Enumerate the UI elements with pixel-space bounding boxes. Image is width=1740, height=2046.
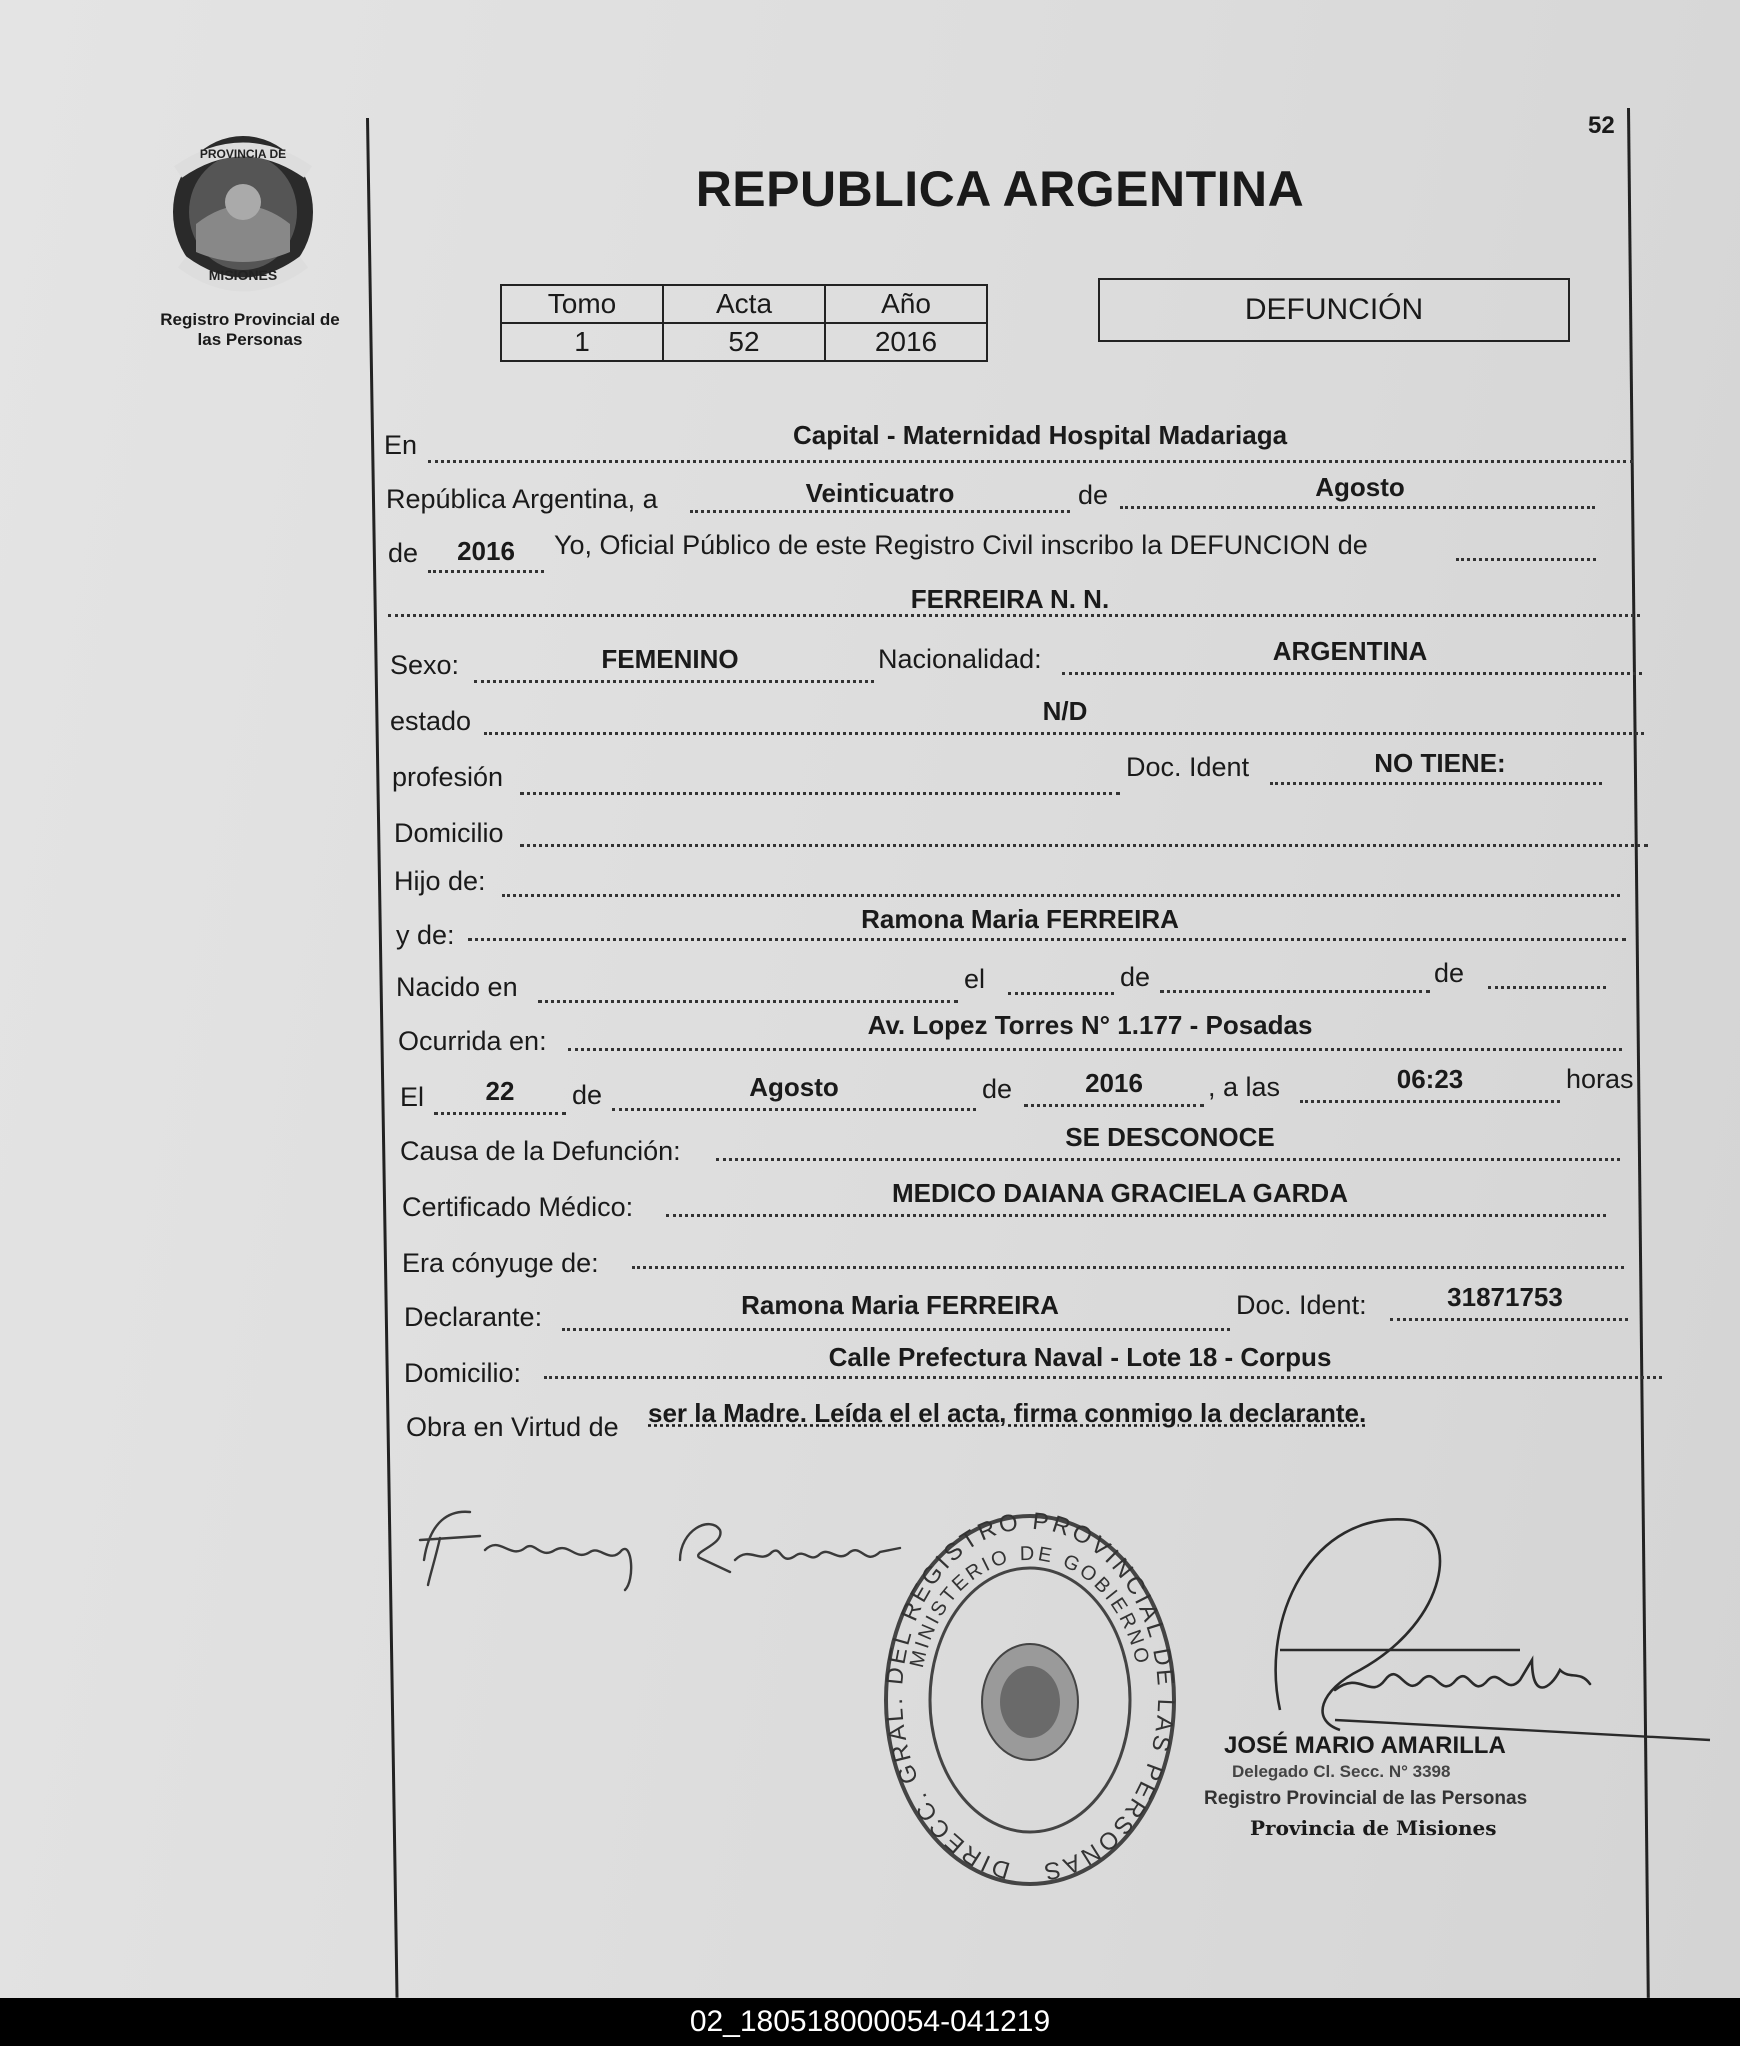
acta-value: 52 (663, 323, 825, 361)
label-nacido-en: Nacido en (396, 972, 518, 1002)
dotted-line (612, 1108, 976, 1111)
label-a-las: , a las (1208, 1072, 1281, 1102)
value-certificado: MEDICO DAIANA GRACIELA GARDA (892, 1178, 1348, 1208)
label-nacionalidad: Nacionalidad: (878, 644, 1042, 674)
value-estado: N/D (1042, 696, 1088, 726)
official-role: Delegado Cl. Secc. N° 3398 (1232, 1762, 1451, 1781)
value-dia-palabra: Veinticuatro (805, 478, 955, 508)
dotted-line (716, 1158, 1620, 1161)
value-hora: 06:23 (1396, 1064, 1464, 1094)
value-causa: SE DESCONOCE (1065, 1122, 1275, 1152)
label-doc-ident: Doc. Ident (1126, 752, 1250, 782)
value-dia: 22 (485, 1076, 515, 1106)
dotted-line (434, 1112, 566, 1115)
value-declarante: Ramona Maria FERREIRA (741, 1290, 1059, 1320)
dotted-line (1024, 1104, 1204, 1107)
dotted-line (538, 1000, 958, 1003)
tomo-header: Tomo (501, 285, 663, 323)
acta-header: Acta (663, 285, 825, 323)
value-anio: 2016 (457, 536, 515, 566)
label-conyuge: Era cónyuge de: (402, 1248, 599, 1278)
label-domicilio-declarante: Domicilio: (404, 1358, 522, 1388)
dotted-line (1270, 782, 1602, 785)
label-de: de (1434, 958, 1465, 988)
declarante-signature (410, 1490, 910, 1600)
value-nacionalidad: ARGENTINA (1272, 636, 1428, 666)
label-yo-oficial: Yo, Oficial Público de este Registro Civil inscribo la DEFUNCION de (554, 530, 1368, 560)
dotted-line (1062, 672, 1642, 675)
label-estado: estado (390, 706, 472, 736)
label-el: el (964, 964, 986, 994)
label-en: En (384, 430, 418, 460)
label-de: de (1120, 962, 1151, 992)
dotted-line (632, 1266, 1624, 1269)
record-table-value-row (501, 323, 987, 361)
tomo-value: 1 (501, 323, 663, 361)
dotted-line (1456, 558, 1596, 561)
record-table (500, 284, 988, 362)
act-type-box: DEFUNCIÓN (1098, 278, 1570, 342)
value-ocurrida: Av. Lopez Torres N° 1.177 - Posadas (867, 1010, 1313, 1040)
label-sexo: Sexo: (390, 650, 460, 680)
dotted-line (1008, 992, 1114, 995)
dotted-line (666, 1214, 1606, 1217)
file-id-footer: 02_180518000054-041219 (0, 1998, 1740, 2046)
value-nombre: FERREIRA N. N. (910, 584, 1110, 614)
label-certificado: Certificado Médico: (402, 1192, 634, 1222)
label-profesion: profesión (392, 762, 504, 792)
dotted-line (1300, 1100, 1560, 1103)
label-de: de (572, 1080, 603, 1110)
dotted-line (428, 460, 1633, 463)
label-doc-ident-declarante: Doc. Ident: (1236, 1290, 1367, 1320)
document-title: REPUBLICA ARGENTINA (695, 161, 1305, 217)
dotted-line (520, 792, 1120, 795)
dotted-line (428, 570, 544, 573)
dotted-line (1160, 990, 1430, 993)
label-horas: horas (1566, 1064, 1634, 1094)
official-name: JOSÉ MARIO AMARILLA (1224, 1732, 1506, 1759)
label-el-cap: El (400, 1082, 425, 1112)
label-domicilio: Domicilio (394, 818, 504, 848)
label-y-de: y de: (396, 920, 455, 950)
dotted-line (1390, 1318, 1628, 1321)
value-lugar: Capital - Maternidad Hospital Madariaga (792, 420, 1288, 450)
value-anio-def: 2016 (1085, 1068, 1143, 1098)
dotted-line (484, 732, 1644, 735)
page-number: 52 (1588, 112, 1615, 139)
label-causa: Causa de la Defunción: (400, 1136, 681, 1166)
value-mes: Agosto (1315, 472, 1405, 502)
anio-value: 2016 (825, 323, 987, 361)
anio-header: Año (825, 285, 987, 323)
official-registry: Registro Provincial de las Personas (1204, 1788, 1528, 1809)
dotted-line (468, 938, 1626, 941)
dotted-line (568, 1048, 1622, 1051)
stamp-inner-text: MINISTERIO DE GOBIERNO (905, 1542, 1154, 1670)
registry-caption-line-1: Registro Provincial de (160, 310, 340, 329)
registry-caption-line-2: las Personas (197, 330, 303, 349)
value-doc-ident: NO TIENE: (1374, 748, 1506, 778)
official-province: Provincia de Misiones (1250, 1816, 1497, 1840)
value-declarante-domicilio: Calle Prefectura Naval - Lote 18 - Corpus (828, 1342, 1332, 1372)
left-margin-line (366, 118, 399, 1998)
dotted-line (474, 680, 874, 683)
dotted-line (1488, 986, 1606, 989)
label-republica: República Argentina, a (386, 484, 658, 514)
registry-caption (140, 310, 360, 350)
record-table-header-row (501, 285, 987, 323)
label-obra: Obra en Virtud de (406, 1412, 619, 1442)
value-sexo: FEMENINO (601, 644, 739, 674)
label-declarante: Declarante: (404, 1302, 543, 1332)
value-declarante-doc: 31871753 (1447, 1282, 1563, 1312)
stamp-outer-text: DIRECC. GRAL. DEL REGISTRO PROVINCIAL DE LAS PERSONAS (881, 1510, 1180, 1886)
logo-bottom-text: MISIONES (208, 267, 278, 283)
label-de: de (388, 538, 419, 568)
label-de: de (1078, 480, 1109, 510)
logo-top-text: PROVINCIA DE (199, 147, 287, 161)
province-logo (168, 132, 318, 292)
official-stamp (880, 1510, 1180, 1890)
dotted-line (544, 1376, 1662, 1379)
dotted-line (520, 844, 1648, 847)
label-de: de (982, 1074, 1013, 1104)
official-signature (1160, 1500, 1720, 1760)
label-ocurrida-en: Ocurrida en: (398, 1026, 547, 1056)
dotted-line (562, 1328, 1230, 1331)
value-obra: ser la Madre. Leída el el acta, firma conmigo la declarante. (648, 1398, 1367, 1428)
value-madre: Ramona Maria FERREIRA (861, 904, 1179, 934)
label-hijo-de: Hijo de: (394, 866, 486, 896)
dotted-line (690, 510, 1070, 513)
dotted-line (1120, 506, 1595, 509)
value-mes-def: Agosto (749, 1072, 839, 1102)
dotted-line (502, 894, 1620, 897)
